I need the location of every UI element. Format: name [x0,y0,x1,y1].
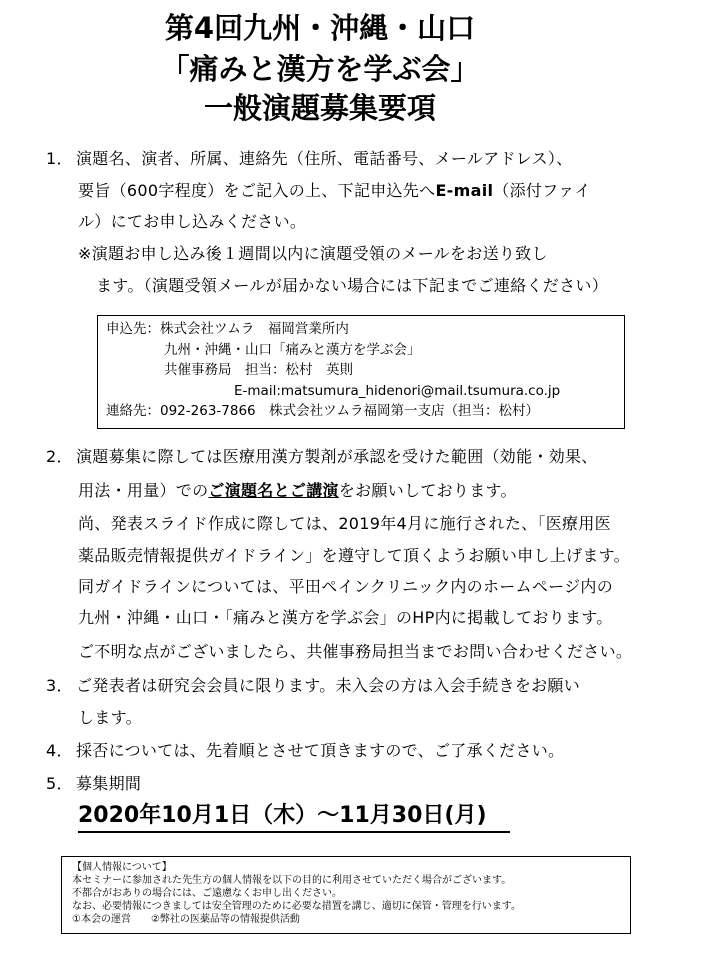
title-line-2: 「痛みと漢方を学ぶ会」 [160,52,480,86]
item-5-text-1: 募集期間 [76,774,142,793]
item-1-number: 1． [46,149,73,168]
privacy-line-2: 不都合がおありの場合には、ご遠慮なくお申し出ください。 [72,888,342,899]
contact-line-1: 申込先：株式会社ツムラ 福岡営業所内 [106,321,349,337]
item-2-number: 2． [46,447,73,466]
contact-email: E-mail:matsumura_hidenori@mail.tsumura.co.jp [234,383,561,399]
item-2-line-6: 九州・沖縄・山口・「痛みと漢方を学ぶ会」のHP内に掲載しております。 [78,608,613,627]
contact-phone-line: 連絡先：092-263-7866 株式会社ツムラ福岡第一支店（担当：松村） [106,403,539,419]
item-1-email-word: E-mail [435,181,494,200]
item-5-line-1 [46,773,141,795]
item-2-text-2c: をお願いしております。 [338,481,517,500]
item-3-line-2: します。 [78,708,142,727]
item-2-line-7: ご不明な点がございましたら、共催事務局担当までお問い合わせください。 [78,642,633,661]
item-2-line-5: 同ガイドラインについては、平田ペインクリニック内のホームページ内の [78,577,614,596]
item-1-line-3: ル）にてお申し込みください。 [78,212,307,231]
item-1-text-1: 演題名、演者、所属、連絡先（住所、電話番号、メールアドレス）、 [76,149,573,168]
item-2-line-3: 尚、発表スライド作成に際しては、2019年4月に施行された、「医療用医 [78,514,611,533]
item-3-text-1: ご発表者は研究会会員に限ります。未入会の方は入会手続きをお願い [76,676,581,695]
item-1-line-2 [78,180,591,202]
item-2-text-1: 演題募集に際しては医療用漢方製剤が承認を受けた範囲（効能・効果、 [76,447,598,466]
item-1-text-2c: （添付ファイ [493,181,591,200]
privacy-purposes: ①本会の運営 ②弊社の医薬品等の情報提供活動 [72,914,300,925]
privacy-box [61,856,631,934]
item-4-text-1: 採否については、先着順とさせて頂きますので、ご了承ください。 [76,741,565,760]
recruitment-period: 2020年10月1日（木）～11月30日(月) [78,803,487,828]
item-5-number: 5． [46,774,73,793]
item-2-text-2a: 用法・用量）での [78,481,209,500]
title-line-3: 一般演題募集要項 [203,91,436,125]
period-underline [78,831,510,833]
item-2-line-1 [46,446,598,468]
item-4-line-1 [46,740,564,762]
item-3-number: 3． [46,676,73,695]
contact-line-2: 九州・沖縄・山口「痛みと漢方を学ぶ会」 [164,342,421,358]
title-line-1: 第4回九州・沖縄・山口 [164,11,476,45]
item-1-line-1 [46,148,573,170]
privacy-heading: 【個人情報について】 [72,862,172,873]
privacy-line-1: 本セミナーに参加された先生方の個人情報を以下の目的に利用させていただく場合がございます。 [72,875,512,886]
contact-box [97,315,625,429]
item-2-emphasis: ご演題名とご講演 [208,481,339,500]
item-3-line-1 [46,675,580,697]
item-4-number: 4． [46,741,73,760]
item-2-line-4: 薬品販売情報提供ガイドライン」を遵守して頂くようお願い申し上げます。 [78,546,630,565]
item-1-note-line-1: ※演題お申し込み後１週間以内に演題受領のメールをお送り致し [78,244,548,263]
contact-line-3: 共催事務局 担当：松村 英則 [164,362,353,378]
item-1-text-2a: 要旨（600字程度）をご記入の上、下記申込先へ [78,181,436,200]
privacy-line-3: なお、必要情報につきましては安全管理のために必要な措置を講じ、適切に保管・管理を行います。 [72,901,521,912]
item-2-line-2 [78,480,517,502]
item-1-note-line-2: ます。（演題受領メールが届かない場合には下記までご連絡ください） [96,276,609,295]
